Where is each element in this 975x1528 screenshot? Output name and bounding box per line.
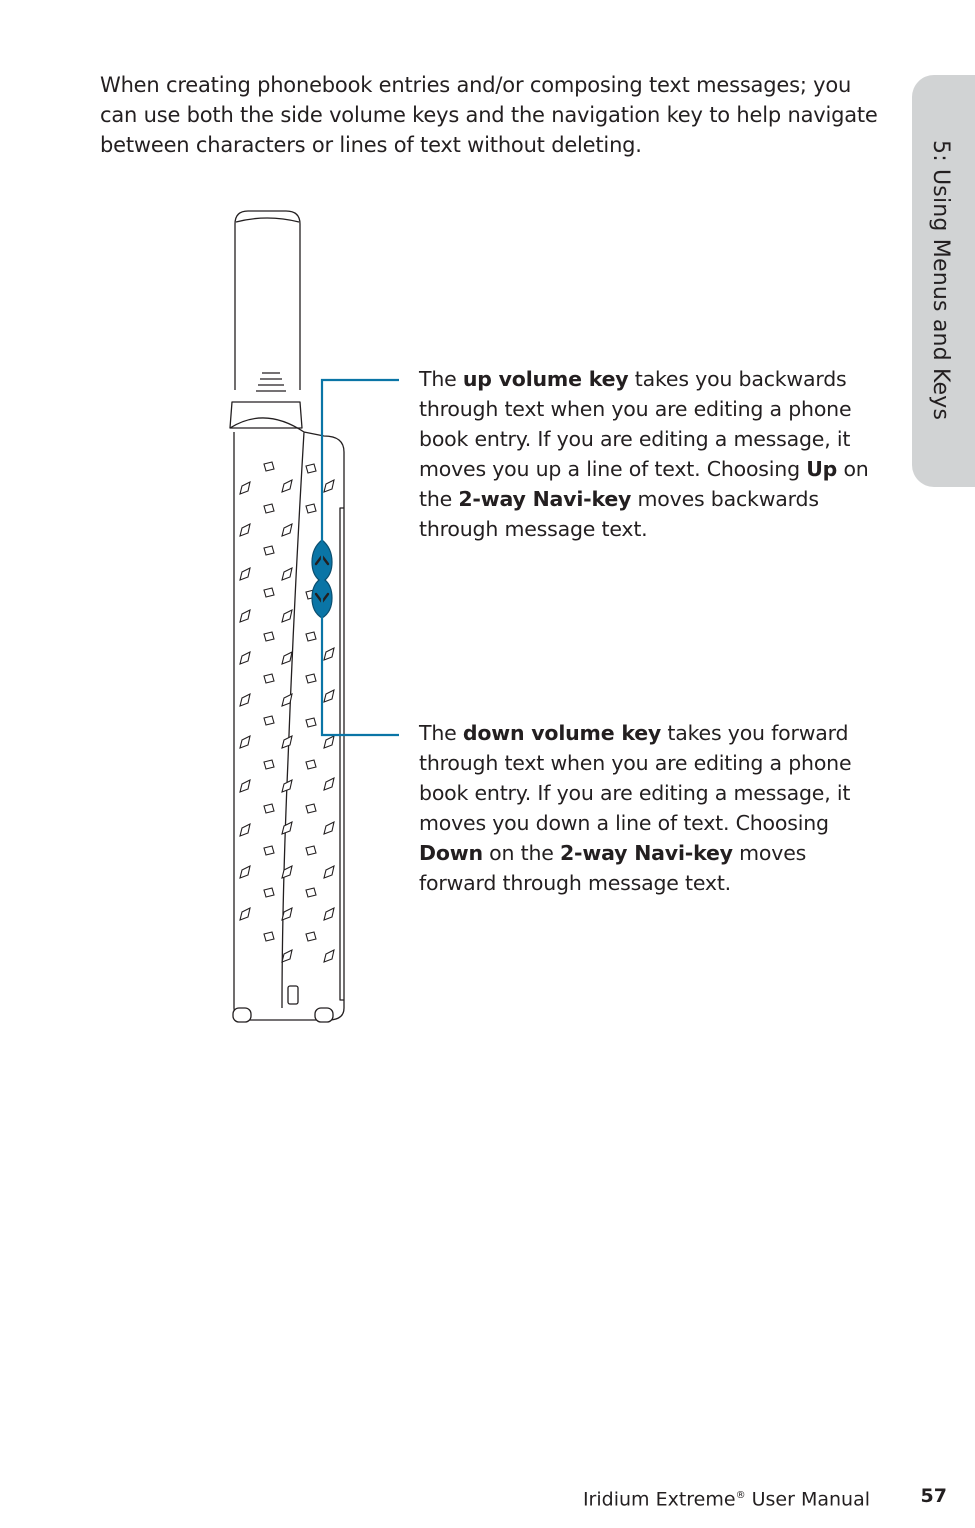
intro-paragraph: When creating phonebook entries and/or composing text messages; you can use both the side volume keys and the navigation key to help navigate between characters or lines of text without deleting. — [100, 73, 878, 157]
phone-illustration — [220, 200, 420, 1030]
antenna — [235, 211, 300, 390]
manual-title: Iridium Extreme® User Manual — [582, 1488, 870, 1511]
callout-leader-extensions — [399, 378, 421, 738]
chapter-tab-label: 5: Using Menus and Keys — [928, 140, 953, 421]
phone-foot-right — [315, 1008, 333, 1022]
accessory-port-icon — [288, 986, 298, 1004]
up-volume-key-callout: The up volume key takes you backwards through text when you are editing a phone book entry. If you are editing a message, it moves you up a line of text. Choosing Up on the 2-way Navi-key moves backwards through message text. — [419, 367, 869, 541]
page-number: 57 — [920, 1485, 947, 1507]
phone-foot-left — [233, 1008, 251, 1022]
down-volume-key-callout: The down volume key takes you forward through text when you are editing a phone book entry. If you are editing a message, it moves you down a line of text. Choosing Down on the 2-way Navi-key moves forward through message text. — [419, 721, 852, 895]
